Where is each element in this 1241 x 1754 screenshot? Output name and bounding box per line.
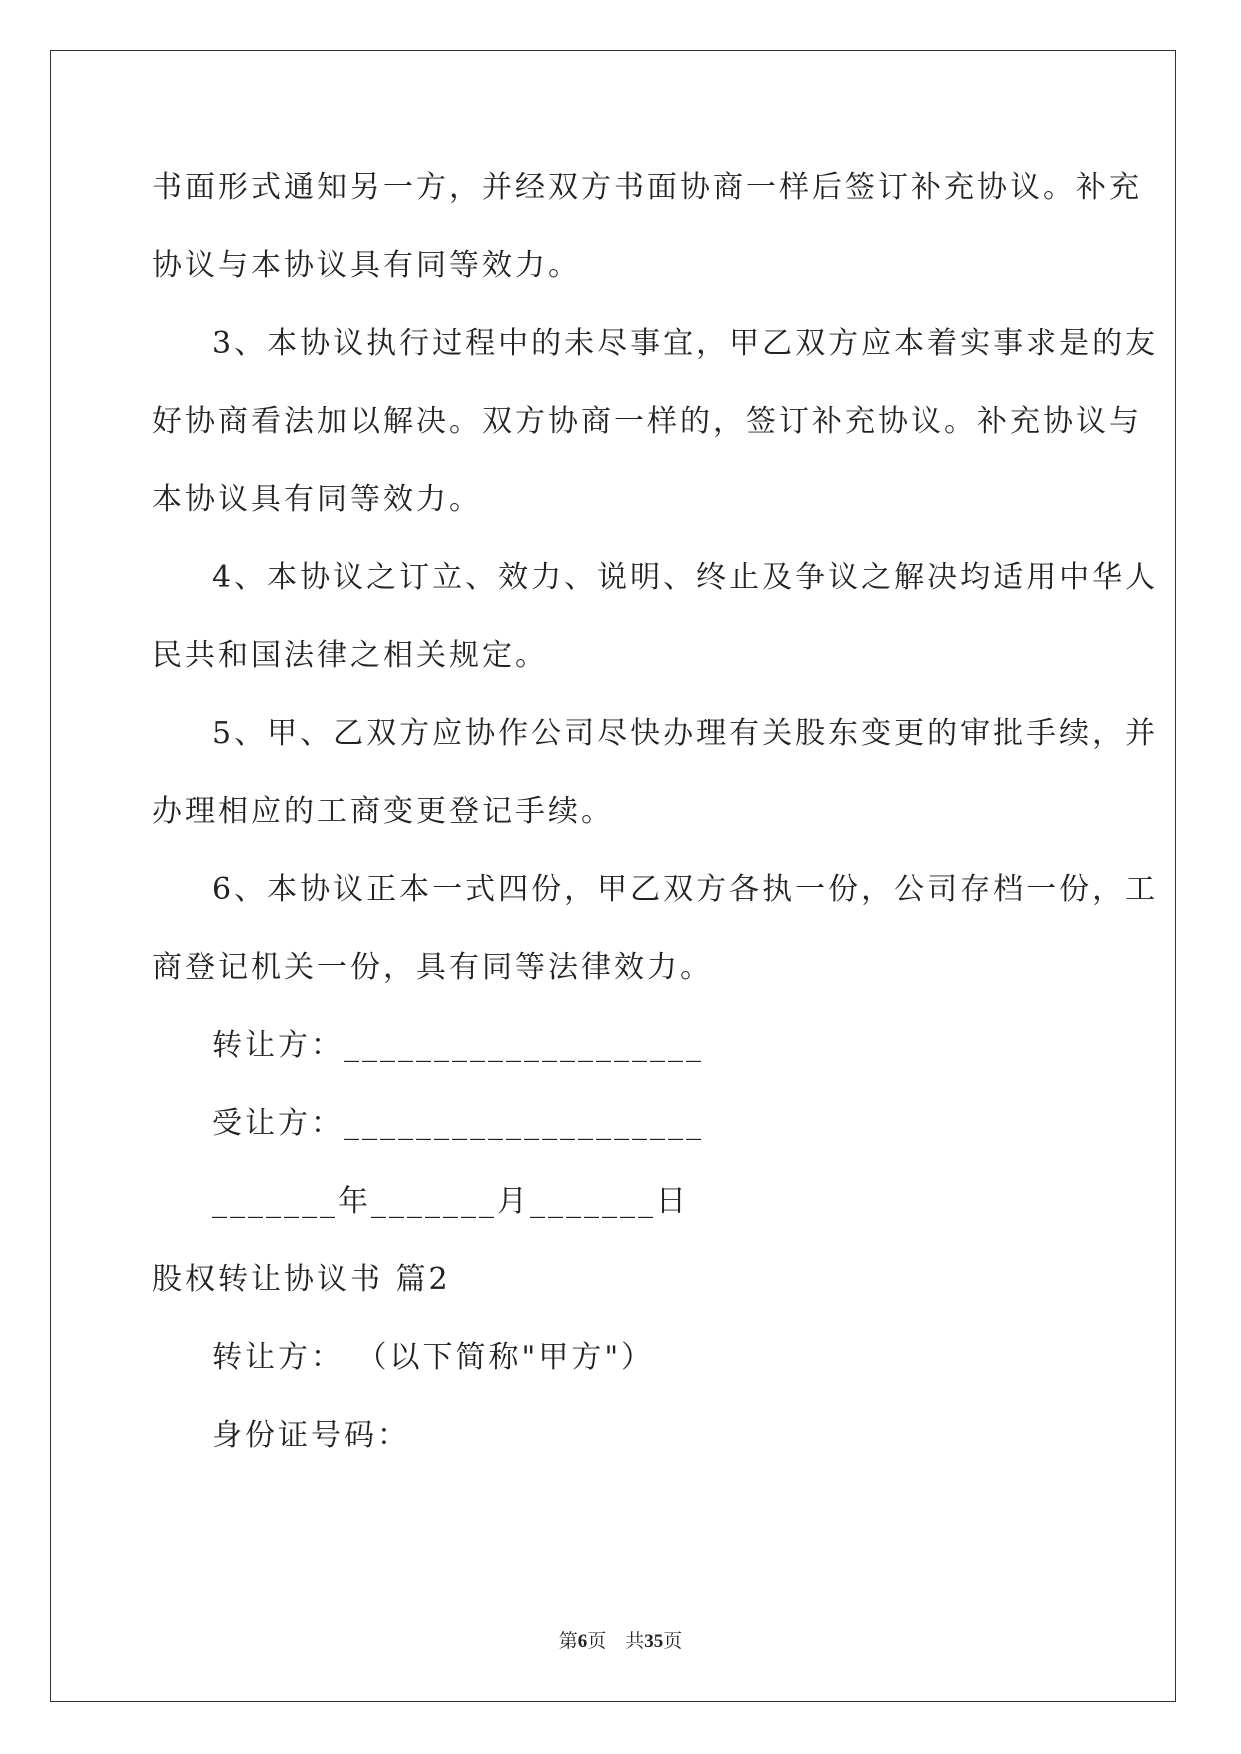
footer-suffix: 页	[663, 1631, 683, 1652]
total-pages-number: 35	[644, 1631, 664, 1652]
footer-mid: 页 共	[587, 1631, 645, 1652]
body-line: 5、甲、乙双方应协作公司尽快办理有关股东变更的审批手续，并	[212, 716, 1159, 751]
body-line: 办理相应的工商变更登记手续。	[152, 794, 614, 829]
body-line: 转让方： （以下简称"甲方"）	[212, 1340, 655, 1375]
body-line: 3、本协议执行过程中的未尽事宜，甲乙双方应本着实事求是的友	[212, 326, 1159, 361]
body-line: 4、本协议之订立、效力、说明、终止及争议之解决均适用中华人	[212, 560, 1159, 595]
transferor-signature-line: 转让方：____________________	[212, 1028, 704, 1063]
date-line: _______年_______月_______日	[212, 1184, 689, 1219]
body-line: 协议与本协议具有同等效力。	[152, 248, 581, 283]
section-heading: 股权转让协议书 篇2	[152, 1262, 451, 1297]
body-line: 书面形式通知另一方，并经双方书面协商一样后签订补充协议。补充	[152, 170, 1142, 205]
footer-prefix: 第	[558, 1631, 578, 1652]
body-line: 好协商看法加以解决。双方协商一样的，签订补充协议。补充协议与	[152, 404, 1142, 439]
body-line: 身份证号码：	[212, 1418, 410, 1453]
body-line: 民共和国法律之相关规定。	[152, 638, 548, 673]
body-line: 商登记机关一份，具有同等法律效力。	[152, 950, 713, 985]
body-line: 6、本协议正本一式四份，甲乙双方各执一份，公司存档一份，工	[212, 872, 1159, 907]
body-line: 本协议具有同等效力。	[152, 482, 482, 517]
page-footer	[0, 1626, 1241, 1653]
transferee-signature-line: 受让方：____________________	[212, 1106, 704, 1141]
current-page-number: 6	[577, 1631, 588, 1652]
